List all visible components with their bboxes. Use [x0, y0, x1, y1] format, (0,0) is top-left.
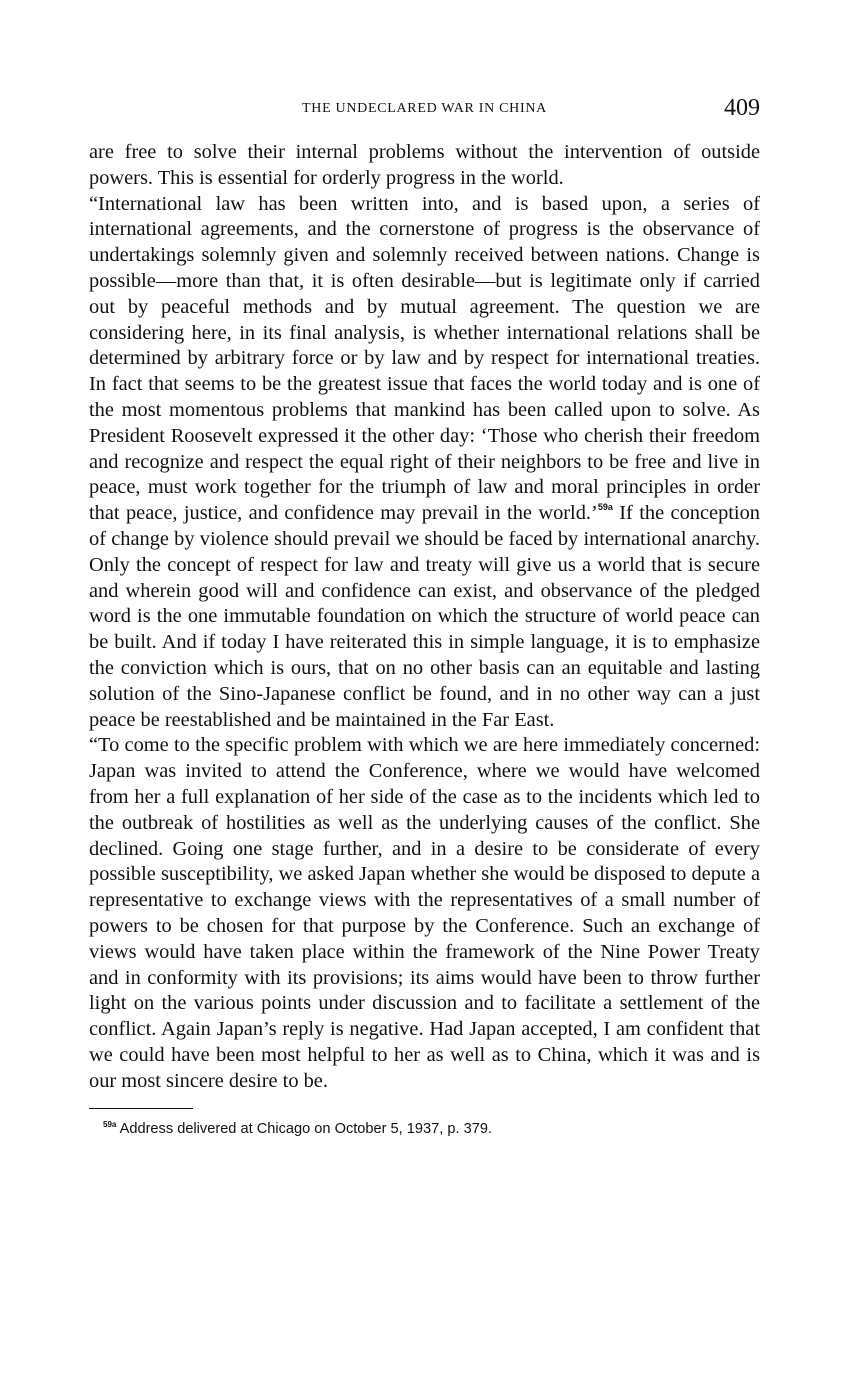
paragraph-continuation: are free to solve their internal problems without the intervention of outside powers. This is essential for orderly progress in the world.: [89, 141, 760, 189]
footnote: [103, 1119, 760, 1139]
paragraph-international-law: [89, 192, 760, 734]
paragraph-text-part-2: If the conception of change by violence should prevail we should be faced by international anarchy. Only the concept of respect for law and treaty will give us a world that is secure and wherein good will and confidence can exist, and observance of the pledged word is the one immutable foundation on which the structure of world peace can be built. And if today I have reiterated this in simple language, it is to emphasize the conviction which is ours, that on no other basis can an equitable and lasting solution of the Sino-Japanese conflict be found, and in no other way can a just peace be reestablished and be maintained in the Far East.: [89, 502, 760, 731]
page-number: 409: [724, 95, 760, 121]
footnote-marker: 59a: [103, 1120, 117, 1130]
running-head: [89, 95, 760, 127]
footnote-reference: 59a: [597, 502, 613, 513]
footnote-divider: [89, 1108, 193, 1109]
paragraph-text-part-1: “International law has been written into, and is based upon, a series of international agreements, and the cornerstone of progress is the observance of undertakings solemnly given and solemnly received between nations. Change is possible—more than that, it is often desirable—but is legitimate only if carried out by peaceful methods and by mutual agreement. The question we are considering here, in its final analysis, is whether international relations shall be determined by arbitrary force or by law and by respect for international treaties. In fact that seems to be the greatest issue that faces the world today and is one of the most momentous problems that mankind has been called upon to solve. As President Roosevelt expressed it the other day: ‘Those who cherish their freedom and recognize and respect the equal right of their neighbors to be free and live in peace, must work together for the triumph of law and moral principles in order that peace, justice, and confidence may prevail in the world.’: [89, 192, 760, 525]
paragraph-specific-problem: “To come to the specific problem with which we are here immediately concerned: Japan was invited to attend the Conference, where we would have welcomed from her a full explanation of her side of the case as to the incidents which led to the outbreak of hostilities as well as the underlying causes of the conflict. She declined. Going one stage further, and in a desire to be considerate of every possible susceptibility, we asked Japan whether she would be disposed to depute a representative to exchange views with the representatives of a small number of powers to be chosen for that purpose by the Conference. Such an exchange of views would have taken place within the framework of the Nine Power Treaty and in conformity with its provisions; its aims would have been to throw further light on the various points under discussion and to facilitate a settlement of the conflict. Again Japan’s reply is negative. Had Japan accepted, I am confident that we could have been most helpful to her as well as to China, which it was and is our most sincere desire to be.: [89, 734, 760, 1092]
book-page: [89, 95, 760, 1139]
body-text: [89, 140, 760, 1094]
footnote-text: Address delivered at Chicago on October 5, 1937, p. 379.: [116, 1121, 492, 1138]
running-title: THE UNDECLARED WAR IN CHINA: [302, 101, 547, 116]
